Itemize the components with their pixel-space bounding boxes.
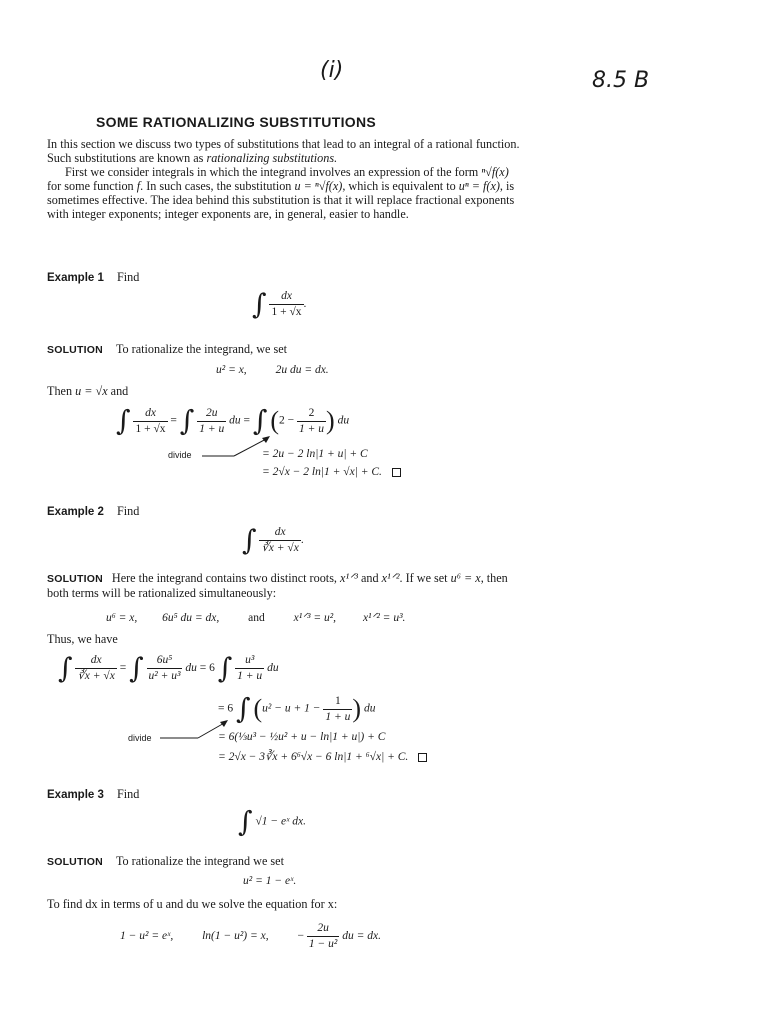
qed-box-2 (418, 753, 427, 762)
example-2-step-3: = 6(⅓u³ − ½u² + u − ln|1 + u|) + C (218, 731, 386, 743)
example-1-solution: SOLUTION To rationalize the integrand, we set (47, 342, 288, 356)
qed-box-1 (392, 468, 401, 477)
example-2-heading: Example 2 Find (47, 504, 140, 518)
example-3-heading: Example 3 Find (47, 787, 140, 801)
example-3-set-equation: u² = 1 − eˣ. (243, 875, 297, 887)
example-1-heading (47, 266, 139, 285)
example-1-set-equations: u² = x, 2u du = dx. (216, 364, 329, 376)
example-1-step-3: = 2√x − 2 ln|1 + √x| + C. (262, 466, 401, 478)
intro-paragraph-2: First we consider integrals in which the integrand involves an expression of the form ⁿ√f(x) for some function f. In such cases, the substitution u = ⁿ√f(x), which is equivalent to uⁿ = f(x), is sometimes effective. The idea behind this substitution is that it will replace fractional exponents with integer exponents; integer exponents are, in general, easier to handle. (47, 165, 515, 221)
divide-label-1: divide (168, 450, 192, 460)
example-1-integral: ∫ $\frac{dx}{1 + √x}$ . (252, 287, 307, 321)
example-1-step-1: ∫ $\frac{dx}{1 + √x}$ = ∫ $\frac{2u}{1 + u}$ du = ∫ (2 − $\frac{2}{1 + u}$ ) du (116, 404, 350, 437)
example-2-integral: ∫ $\frac{dx}{∛x + √x}$ . (242, 523, 304, 557)
example-1-step-2: = 2u − 2 ln|1 + u| + C (262, 448, 368, 460)
example-3-integral: ∫ √1 − eˣ dx. (238, 805, 306, 838)
intro (47, 137, 523, 221)
example-2-step-4: = 2√x − 3∛x + 6⁶√x − 6 ln|1 + ⁶√x| + C. (218, 749, 427, 763)
example-3-solution: SOLUTION To rationalize the integrand we set (47, 854, 284, 868)
example-2-label: Example 2 (47, 506, 104, 518)
example-2-step-1: ∫ $\frac{dx}{∛x + √x}$ = ∫ $\frac{\text{6u⁵}}{\text{u² + u³}}$ du = 6 ∫ $\frac{\text{u³}}{1 + u}$ du (58, 651, 279, 685)
example-3-find-dx: To find dx in terms of u and du we solve the equation for x: (47, 897, 338, 911)
example-2-set-equations: u⁶ = x, 6u⁵ du = dx, and x¹ᐟ³ = u², x¹ᐟ² = u³. (106, 612, 406, 624)
section-tag: 8.5 B (592, 68, 650, 93)
example-3-label: Example 3 (47, 789, 104, 801)
intro-paragraph-1: In this section we discuss two types of substitutions that lead to an integral of a rational function. Such substitutions are known as rationalizing substitutions. (47, 137, 520, 165)
example-2-thus: Thus, we have (47, 632, 118, 646)
example-2-solution: SOLUTION Here the integrand contains two distinct roots, x¹ᐟ³ and x¹ᐟ². If we set u⁶ = x, then both terms will be rationalized simultaneously: (47, 571, 508, 600)
divide-label-2: divide (128, 733, 152, 743)
example-1-label: Example 1 (47, 272, 104, 284)
example-3-equations: 1 − u² = eˣ, ln(1 − u²) = x, − $\frac{2u}{\text{1 − u²}}$ du = dx. (120, 922, 381, 950)
page-number: (i) (320, 58, 344, 83)
find-label: Find (117, 270, 140, 284)
page-title: SOME RATIONALIZING SUBSTITUTIONS (96, 114, 377, 130)
example-1-then: Then u = √x and (47, 384, 129, 398)
example-2-step-2: = 6 ∫ (u² − u + 1 − $\frac{1}{1 + u}$ ) du (218, 692, 376, 725)
